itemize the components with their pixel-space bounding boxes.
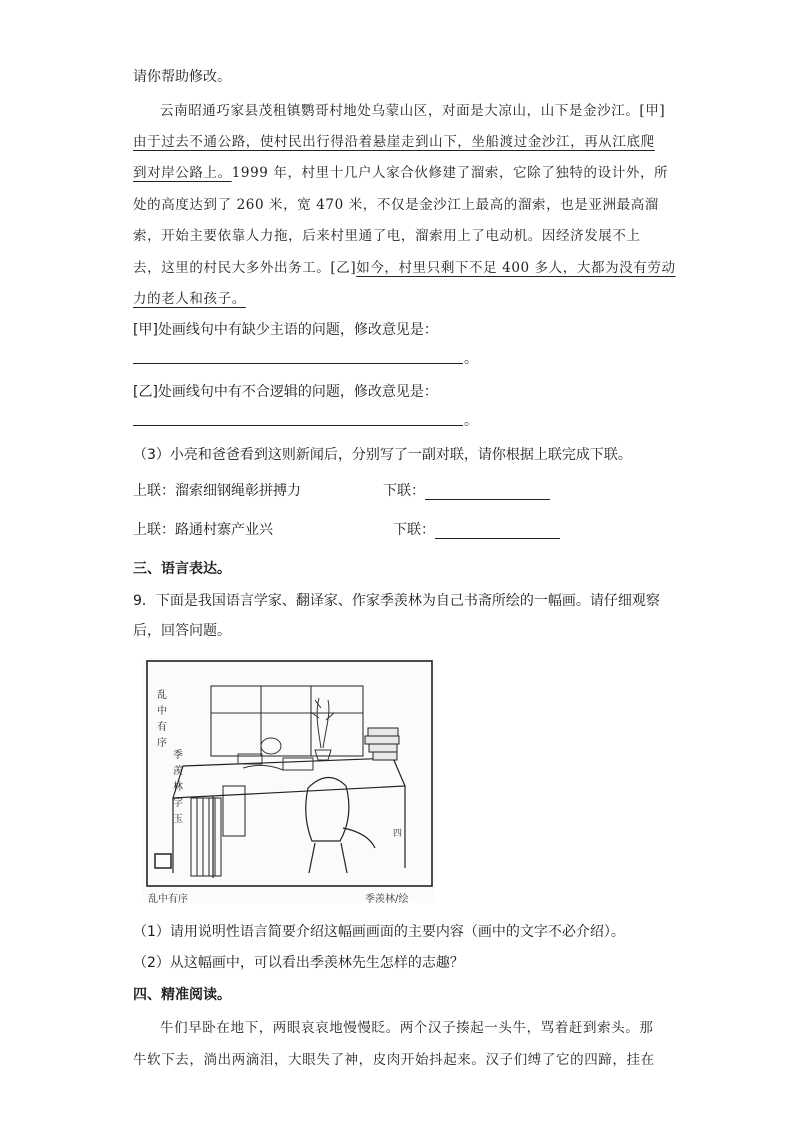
blank-period: 。	[464, 351, 478, 367]
question-jia: [甲]处画线句中有缺少主语的问题，修改意见是：	[133, 322, 438, 338]
question-9-2: （2）从这幅画中，可以看出季羡林先生怎样的志趣？	[133, 955, 464, 971]
inscription-char: 羡	[173, 766, 183, 777]
passage-line-underlined-jia: 由于过去不通公路，使村民出行得沿着悬崖走到山下，坐船渡过金沙江，再从江底爬	[133, 134, 655, 150]
couplet-1-upper: 上联：溜索细钢绳彰拼搏力	[133, 483, 301, 499]
couplet-2-answer-blank[interactable]	[435, 524, 560, 539]
reading-line: 牛软下去，淌出两滴泪，大眼失了神，皮肉开始抖起来。汉子们缚了它的四蹄，挂在	[133, 1052, 655, 1068]
couplet-1-lower: 下联：	[383, 480, 550, 500]
inscription-char: 字	[173, 798, 183, 809]
couplet-2-lower: 下联：	[393, 519, 560, 539]
section-3-heading: 三、语言表达。	[133, 561, 231, 577]
reading-line: 牛们早卧在地下，两眼哀哀地慢慢眨。两个汉子揍起一头牛，骂着赶到索头。那	[160, 1020, 654, 1036]
answer-blank-jia[interactable]	[133, 363, 463, 364]
inscription-char: 玉	[173, 814, 183, 825]
question-9-line: 9．下面是我国语言学家、翻译家、作家季羡林为自己书斋所绘的一幅画。请仔细观察	[133, 593, 660, 609]
sketch-drawing	[143, 658, 435, 903]
question-9-1: （1）请用说明性语言简要介绍这幅画画面的主要内容（画中的文字不必介绍）。	[133, 924, 625, 940]
figure-caption-left: 乱中有序	[148, 894, 188, 905]
passage-line: 云南昭通巧家县茂租镇鹦哥村地处乌蒙山区，对面是大凉山，山下是金沙江。[甲]	[160, 103, 666, 119]
inscription-char: 季	[173, 750, 183, 761]
figure-caption-right: 季羡林/绘	[365, 894, 409, 905]
passage-line: 到对岸公路上。1999 年，村里十几户人家合伙修建了溜索，它除了独特的设计外，所	[133, 165, 669, 181]
underlined-sentence-yi: 如今，村里只剩下不足 400 多人，大都为没有劳动	[356, 260, 676, 276]
question-3: （3）小亮和爸爸看到这则新闻后，分别写了一副对联，请你根据上联完成下联。	[133, 447, 632, 463]
passage-line-underlined-yi-end: 力的老人和孩子。	[133, 291, 246, 307]
intro-text: 请你帮助修改。	[133, 69, 231, 85]
inscription-char: 序	[157, 738, 167, 749]
inscription-char: 乱	[157, 690, 167, 701]
couplet-1-answer-blank[interactable]	[425, 485, 550, 500]
question-yi: [乙]处画线句中有不合逻辑的问题，修改意见是：	[133, 384, 438, 400]
underlined-sentence-jia-end: 到对岸公路上。	[133, 165, 232, 181]
passage-line: 处的高度达到了 260 米，宽 470 米，不仅是金沙江上最高的溜索，也是亚洲最高溜	[133, 197, 659, 213]
blank-period: 。	[464, 413, 478, 429]
section-4-heading: 四、精准阅读。	[133, 987, 231, 1003]
passage-line: 索，开始主要依靠人力拖，后来村里通了电，溜索用上了电动机。因经济发展不上	[133, 228, 641, 244]
inscription-char: 有	[157, 722, 167, 733]
study-sketch-image	[143, 658, 435, 903]
passage-line: 去，这里的村民大多外出务工。[乙]如今，村里只剩下不足 400 多人，大都为没有劳动	[133, 260, 676, 276]
inscription-char: 林	[173, 782, 183, 793]
couplet-2-upper: 上联：路通村寨产业兴	[133, 522, 273, 538]
inscription-char: 中	[157, 706, 167, 717]
svg-text:四: 四	[393, 829, 403, 839]
question-9-line: 后，回答问题。	[133, 623, 231, 639]
answer-blank-yi[interactable]	[133, 425, 463, 426]
